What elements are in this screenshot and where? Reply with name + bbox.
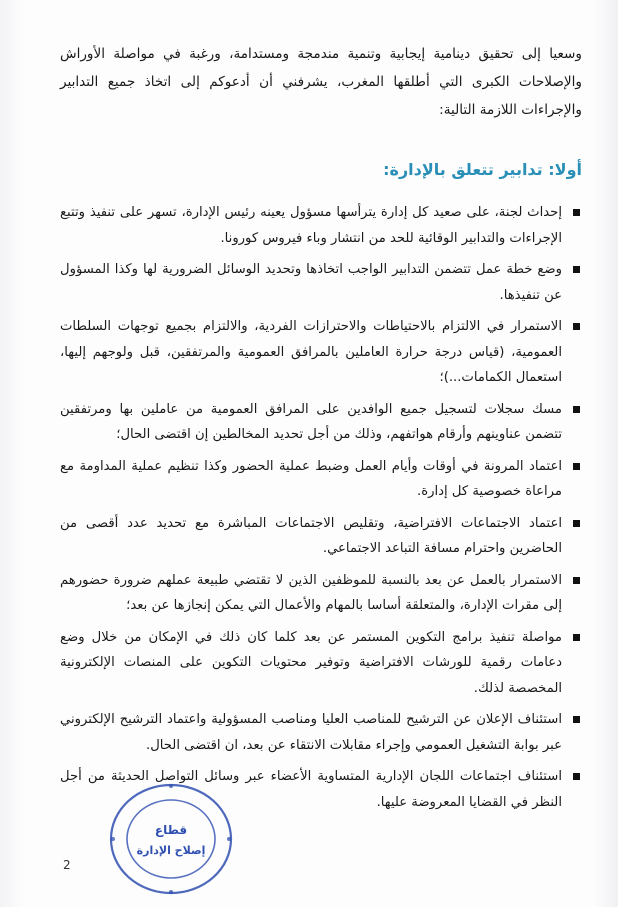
list-item: مسك سجلات لتسجيل جميع الوافدين على المرافق العمومية من عاملين بها ومرتفقين تتضمن عناوينهم وأرقام هواتفهم، وذلك من أجل تحديد المخالطين إن اقتضى الحال؛ xyxy=(60,397,582,448)
bullet-icon xyxy=(573,634,580,641)
bullet-icon xyxy=(573,406,580,413)
stamp-text-line1: قطاع xyxy=(154,823,188,837)
list-item: الاستمرار بالعمل عن بعد بالنسبة للموظفين الذين لا تقتضي طبيعة عملهم ضرورة حضورهم إلى مقرات الإدارة، والمتعلقة أساسا بالمهام والأعمال التي يمكن إنجازها عن بعد؛ xyxy=(60,568,582,619)
measures-list xyxy=(60,200,582,821)
bullet-icon xyxy=(573,463,580,470)
section-heading: أولا: تدابير تتعلق بالإدارة: xyxy=(383,160,582,179)
list-item: إحداث لجنة، على صعيد كل إدارة يترأسها مسؤول يعينه رئيس الإدارة، تسهر على تنفيذ وتتبع الإجراءات والتدابير الوقائية للحد من انتشار وباء فيروس كورونا. xyxy=(60,200,582,251)
list-item: وضع خطة عمل تتضمن التدابير الواجب اتخاذها وتحديد الوسائل الضرورية لها وكذا المسؤول عن تنفيذها. xyxy=(60,257,582,308)
list-item: اعتماد المرونة في أوقات وأيام العمل وضبط عملية الحضور وكذا تنظيم عملية المداومة مع مراعاة خصوصية كل إدارة. xyxy=(60,454,582,505)
bullet-icon xyxy=(573,577,580,584)
bullet-icon xyxy=(573,716,580,723)
list-item: اعتماد الاجتماعات الافتراضية، وتقليص الاجتماعات المباشرة مع تحديد عدد أقصى من الحاضرين واحترام مسافة التباعد الاجتماعي. xyxy=(60,511,582,562)
bullet-icon xyxy=(573,520,580,527)
stamp-text-line2: إصلاح الإدارة xyxy=(136,844,206,857)
list-item: الاستمرار في الالتزام بالاحتياطات والاحترازات الفردية، والالتزام بجميع توجهات السلطات العمومية، (قياس درجة حرارة العاملين بالمرافق العمومية والمرتفقين، قبل ولوجهم إليها، استعمال الكمامات...)؛ xyxy=(60,314,582,391)
intro-paragraph: وسعيا إلى تحقيق دينامية إيجابية وتنمية مندمجة ومستدامة، ورغبة في مواصلة الأوراش والإصلاحات الكبرى التي أطلقها المغرب، يشرفني أن أدعوكم إلى اتخاذ جميع التدابير والإجراءات اللازمة التالية: xyxy=(60,46,582,118)
official-stamp xyxy=(106,780,236,898)
list-item: استئناف الإعلان عن الترشيح للمناصب العليا ومناصب المسؤولية واعتماد الترشيح الإلكتروني عبر بوابة التشغيل العمومي وإجراء مقابلات الانتقاء عن بعد، ان اقتضى الحال. xyxy=(60,707,582,758)
list-item: استئناف اجتماعات اللجان الإدارية المتساوية الأعضاء عبر وسائل التواصل الحديثة من أجل النظر في القضايا المعروضة عليها. xyxy=(60,764,582,815)
bullet-icon xyxy=(573,773,580,780)
page-number: 2 xyxy=(63,858,71,872)
bullet-icon xyxy=(573,323,580,330)
list-item: مواصلة تنفيذ برامج التكوين المستمر عن بعد كلما كان ذلك في الإمكان من خلال وضع دعامات رقمية للورشات الافتراضية وتوفير محتويات التكوين على المنصات الإلكترونية المخصصة لذلك. xyxy=(60,625,582,702)
bullet-icon xyxy=(573,266,580,273)
bullet-icon xyxy=(573,209,580,216)
